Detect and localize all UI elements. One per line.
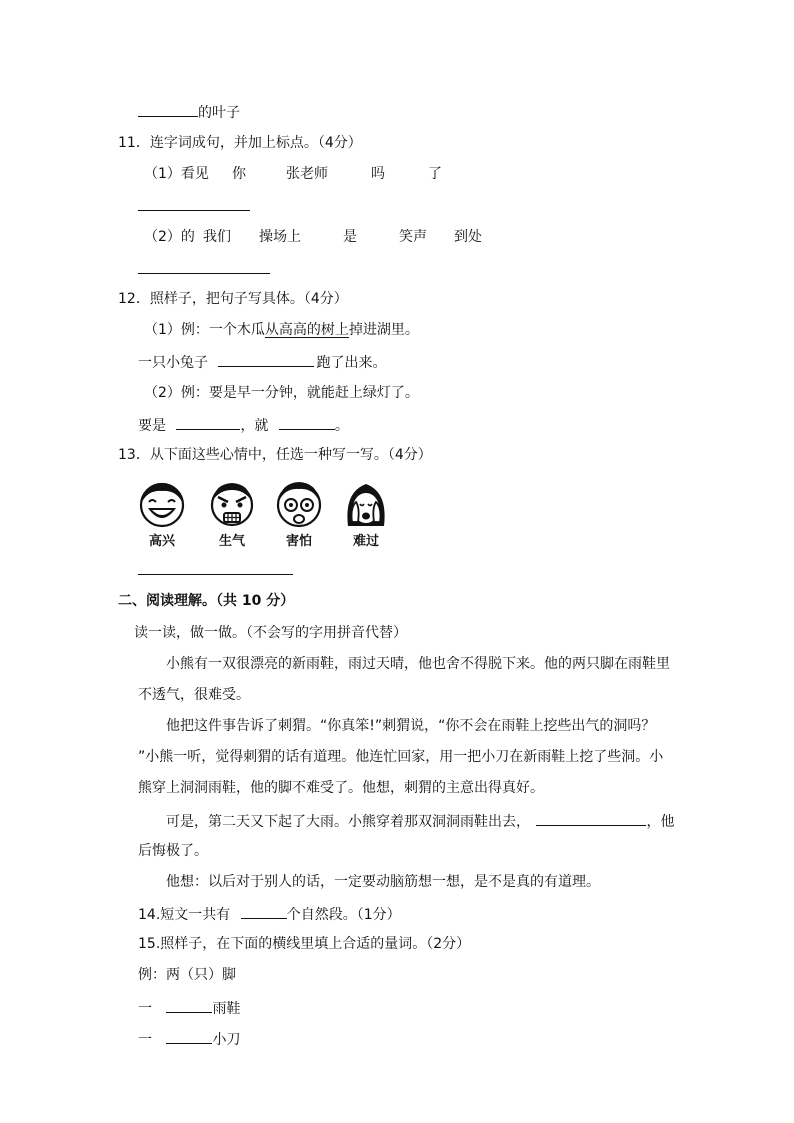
q15-example: 例：两（只）脚 [138, 967, 236, 983]
word: 操场上 [259, 229, 301, 245]
mood-label-angry: 生气 [218, 534, 245, 549]
answer-line[interactable] [138, 210, 250, 211]
word: 了 [428, 166, 442, 182]
answer-blank[interactable] [536, 811, 646, 826]
q11-title: 11．连字词成句，并加上标点。（4分） [118, 135, 362, 151]
example-underlined: 从高高的树上 [264, 322, 349, 338]
word: 的 [180, 229, 195, 245]
answer-blank[interactable] [279, 415, 335, 430]
leaf-text: 可是，第二天又下起了大雨。小熊穿着那双洞洞雨鞋出去， [166, 814, 530, 830]
answer-blank[interactable] [166, 998, 212, 1013]
word: 笑声 [399, 229, 427, 245]
passage-line: 后悔极了。 [138, 843, 208, 859]
q15-line1 [138, 998, 240, 1018]
leaf-text: 雨鞋 [212, 1001, 241, 1017]
mood-label-scared: 害怕 [285, 534, 312, 549]
word: 张老师 [286, 166, 328, 182]
word: 是 [343, 229, 357, 245]
passage-line: 他想：以后对于别人的话，一定要动脑筋想一想，是不是真的有道理。 [166, 874, 600, 890]
q12-line1 [138, 352, 386, 372]
word: 到处 [454, 229, 482, 245]
leaf-text: 的叶子 [198, 105, 240, 121]
q12-line2 [138, 415, 349, 435]
scared-face-icon [273, 478, 325, 530]
leaf-text: ，他 [646, 814, 675, 830]
word: 我们 [203, 229, 231, 245]
q11-part1 [144, 165, 442, 183]
word: 看见 [180, 166, 209, 182]
mood-label-sad: 难过 [352, 534, 379, 549]
angry-face-icon [206, 478, 258, 530]
leaf-text: 一 [138, 1032, 152, 1048]
q15-title: 15.照样子，在下面的横线里填上合适的量词。（2分） [138, 936, 471, 952]
leaf-text: 一 [138, 1001, 152, 1017]
answer-blank[interactable] [176, 415, 240, 430]
part-label: （2） [144, 229, 181, 245]
leaf-text: 。 [334, 418, 349, 434]
answer-line[interactable] [138, 273, 270, 274]
q11-part2 [144, 228, 482, 246]
top-fill-line [138, 102, 240, 122]
passage-line: ”小熊一听，觉得刺猬的话有道理。他连忙回家，用一把小刀在新雨鞋上挖了些洞。小 [138, 749, 664, 765]
passage-line: 小熊有一双很漂亮的新雨鞋，雨过天晴，他也舍不得脱下来。他的两只脚在雨鞋里 [166, 656, 670, 672]
leaf-text: 一只小兔子 [138, 355, 208, 371]
q15-line2 [138, 1029, 240, 1049]
section2-title: 二、阅读理解。（共 10 分） [118, 593, 295, 609]
answer-blank[interactable] [218, 352, 314, 367]
leaf-text: 小刀 [212, 1032, 241, 1048]
word: 吗 [371, 166, 385, 182]
q12-example2: （2）例：要是早一分钟，就能赶上绿灯了。 [144, 385, 419, 401]
answer-blank[interactable] [138, 102, 198, 117]
leaf-text: 14.短文一共有 [138, 907, 231, 923]
q12-title: 12．照样子，把句子写具体。（4分） [118, 291, 348, 307]
leaf-text: ，就 [240, 418, 269, 434]
leaf-text: 个自然段。（1分） [286, 907, 401, 923]
mood-label-happy: 高兴 [148, 534, 175, 549]
example-text: （1）例：一个木瓜 [144, 322, 265, 338]
answer-line[interactable] [138, 574, 293, 575]
word: 你 [232, 166, 246, 182]
leaf-text: 要是 [138, 418, 166, 434]
leaf-text: 跑了出来。 [316, 355, 387, 371]
passage-line: 熊穿上洞洞雨鞋，他的脚不难受了。他想，刺猬的主意出得真好。 [138, 780, 544, 796]
passage-line: 他把这件事告诉了刺猬。“你真笨!”刺猬说，“你不会在雨鞋上挖些出气的洞吗？ [166, 718, 656, 734]
q13-title: 13．从下面这些心情中，任选一种写一写。（4分） [118, 447, 432, 463]
q12-example1 [144, 321, 419, 339]
happy-face-icon [136, 478, 188, 530]
example-text: 掉进湖里。 [348, 322, 419, 338]
part-label: （1） [144, 166, 181, 182]
passage-line: 不透气，很难受。 [138, 687, 250, 703]
answer-blank[interactable] [166, 1029, 212, 1044]
section2-instruction: 读一读，做一做。（不会写的字用拼音代替） [134, 625, 407, 641]
passage-line [166, 811, 674, 831]
answer-blank[interactable] [241, 904, 287, 919]
q14 [138, 904, 401, 924]
sad-face-icon [340, 478, 392, 530]
